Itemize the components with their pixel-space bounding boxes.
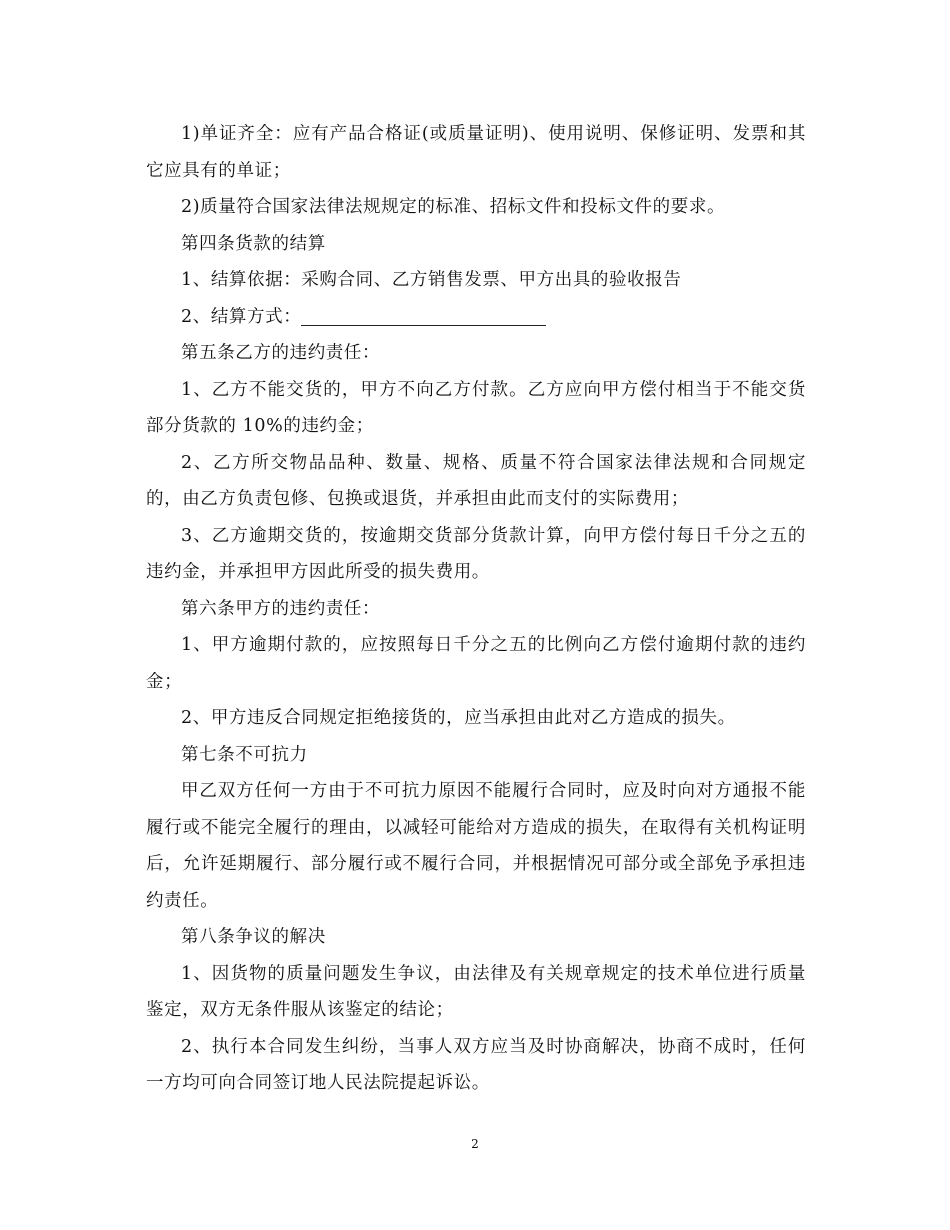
heading-article-6: 第六条甲方的违约责任： (181, 598, 381, 619)
blank-fill-line (301, 305, 546, 326)
document-body (146, 116, 806, 1102)
paragraph-buyer-refuse-goods: 2、甲方违反合同规定拒绝接货的，应当承担由此对乙方造成的损失。 (181, 708, 736, 728)
heading-article-7: 第七条不可抗力 (181, 744, 308, 765)
paragraph-quality-standards: 2)质量符合国家法律法规规定的标准、招标文件和投标文件的要求。 (181, 197, 726, 217)
heading-article-4: 第四条货款的结算 (181, 233, 326, 254)
paragraph-settlement-method (146, 299, 806, 336)
paragraph-seller-late-delivery: 3、乙方逾期交货的，按逾期交货部分货款计算，向甲方偿付每日千分之五的违约金，并承担甲方因此所受的损失费用。 (146, 525, 806, 582)
settlement-method-label: 2、结算方式： (181, 306, 302, 327)
paragraph-quality-dispute: 1、因货物的质量问题发生争议，由法律及有关规章规定的技术单位进行质量鉴定，双方无条件服从该鉴定的结论； (146, 963, 806, 1020)
paragraph-documents-complete: 1)单证齐全：应有产品合格证(或质量证明)、使用说明、保修证明、发票和其它应具有的单证； (146, 124, 806, 181)
paragraph-force-majeure: 甲乙双方任何一方由于不可抗力原因不能履行合同时，应及时向对方通报不能履行或不能完全履行的理由，以减轻可能给对方造成的损失，在取得有关机构证明后，允许延期履行、部分履行或不履行合同，并根据情况可部分或全部免予承担违约责任。 (146, 781, 806, 911)
page-number: 2 (471, 1137, 479, 1151)
heading-article-8: 第八条争议的解决 (181, 927, 326, 947)
paragraph-settlement-basis: 1、结算依据：采购合同、乙方销售发票、甲方出具的验收报告 (181, 270, 682, 290)
paragraph-seller-nonconforming: 2、乙方所交物品品种、数量、规格、质量不符合国家法律法规和合同规定的，由乙方负责包修、包换或退货，并承担由此而支付的实际费用； (146, 452, 806, 509)
paragraph-seller-no-delivery: 1、乙方不能交货的，甲方不向乙方付款。乙方应向甲方偿付相当于不能交货部分货款的 10%的违约金； (146, 379, 806, 436)
paragraph-litigation: 2、执行本合同发生纠纷，当事人双方应当及时协商解决，协商不成时，任何一方均可向合同签订地人民法院提起诉讼。 (146, 1036, 806, 1093)
heading-article-5: 第五条乙方的违约责任： (181, 343, 381, 363)
paragraph-buyer-late-payment: 1、甲方逾期付款的，应按照每日千分之五的比例向乙方偿付逾期付款的违约金； (146, 635, 806, 692)
